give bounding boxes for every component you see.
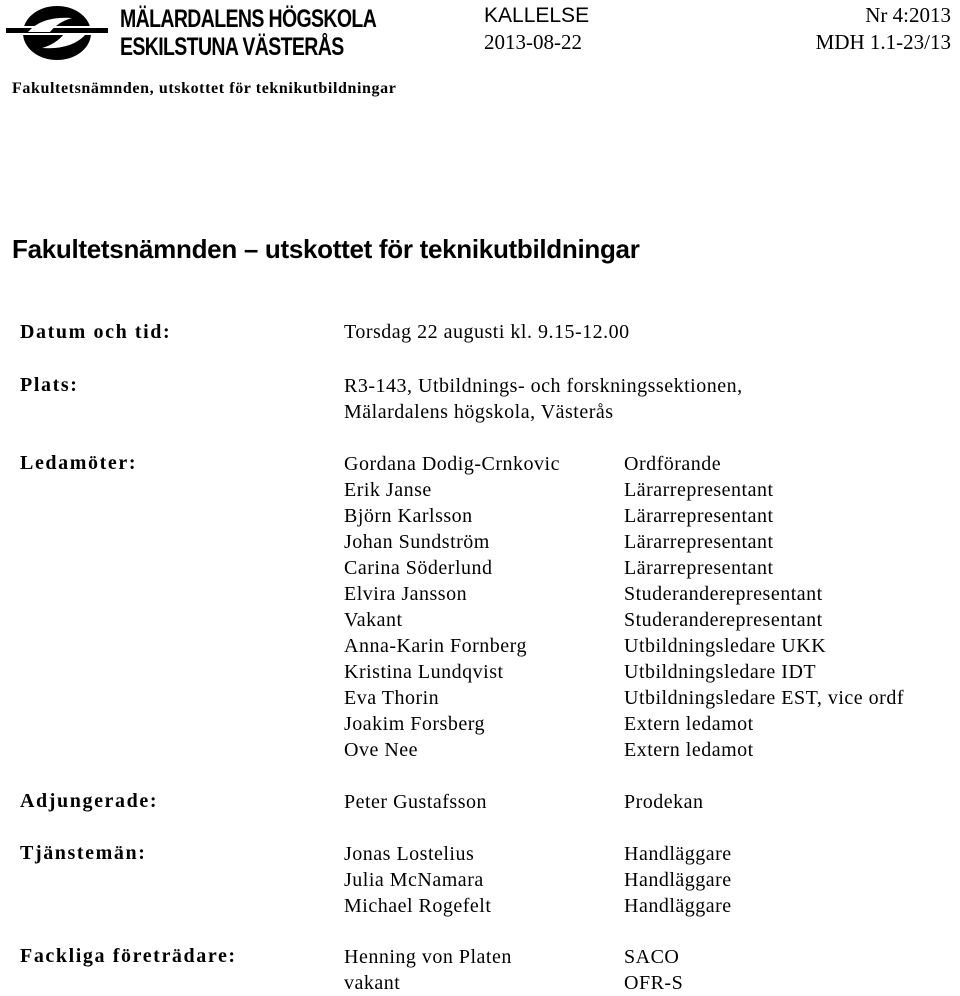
logo-line-1: MÄLARDALENS HÖGSKOLA [120, 5, 377, 33]
union-role: OFR-S [624, 972, 684, 994]
member-name: Ove Nee [344, 739, 419, 761]
member-name: Carina Söderlund [344, 557, 493, 579]
adjunct-name: Peter Gustafsson [344, 791, 487, 813]
document-date: 2013-08-22 [484, 30, 582, 54]
member-role: Extern ledamot [624, 739, 754, 761]
page-title: Fakultetsnämnden – utskottet för teknikutbildningar [12, 234, 640, 264]
document-reference: MDH 1.1-23/13 [815, 30, 951, 54]
member-name: Erik Janse [344, 479, 432, 501]
official-role: Handläggare [624, 895, 732, 917]
member-name: Kristina Lundqvist [344, 661, 504, 683]
official-role: Handläggare [624, 869, 732, 891]
datetime-label: Datum och tid: [20, 321, 172, 343]
document-number: Nr 4:2013 [865, 3, 951, 27]
university-name [120, 5, 376, 61]
university-logo [2, 2, 377, 66]
document-reference-block [816, 2, 951, 56]
member-role: Lärarrepresentant [624, 557, 774, 579]
member-role: Studeranderepresentant [624, 583, 823, 605]
datetime-value: Torsdag 22 augusti kl. 9.15-12.00 [344, 321, 630, 343]
member-role: Studeranderepresentant [624, 609, 823, 631]
adjunct-label: Adjungerade: [20, 790, 159, 812]
member-name: Joakim Forsberg [344, 713, 486, 735]
university-emblem-icon [2, 2, 112, 66]
officials-label: Tjänstemän: [20, 842, 147, 864]
adjunct-role: Prodekan [624, 791, 704, 813]
member-name: Gordana Dodig-Crnkovic [344, 453, 560, 475]
document-type-block [484, 2, 589, 56]
place-line: R3-143, Utbildnings- och forskningssektionen, [344, 375, 743, 397]
official-name: Julia McNamara [344, 869, 484, 891]
member-name: Elvira Jansson [344, 583, 468, 605]
place-line: Mälardalens högskola, Västerås [344, 401, 614, 423]
member-role: Lärarrepresentant [624, 479, 774, 501]
logo-line-2: ESKILSTUNA VÄSTERÅS [120, 33, 344, 61]
member-name: Björn Karlsson [344, 505, 473, 527]
place-value [344, 373, 743, 425]
committee-name: Fakultetsnämnden, utskottet för teknikutbildningar [12, 80, 397, 97]
union-role: SACO [624, 946, 680, 968]
member-name: Johan Sundström [344, 531, 490, 553]
union-name: Henning von Platen [344, 946, 512, 968]
member-role: Utbildningsledare UKK [624, 635, 827, 657]
member-name: Anna-Karin Fornberg [344, 635, 527, 657]
unions-label: Fackliga företrädare: [20, 945, 237, 967]
member-role: Lärarrepresentant [624, 531, 774, 553]
member-role: Ordförande [624, 453, 722, 475]
official-name: Jonas Lostelius [344, 843, 475, 865]
member-role: Lärarrepresentant [624, 505, 774, 527]
official-role: Handläggare [624, 843, 732, 865]
member-role: Utbildningsledare EST, vice ordf [624, 687, 905, 709]
member-name: Vakant [344, 609, 403, 631]
member-name: Eva Thorin [344, 687, 440, 709]
members-label: Ledamöter: [20, 452, 138, 474]
place-label: Plats: [20, 374, 79, 396]
member-role: Utbildningsledare IDT [624, 661, 817, 683]
union-name: vakant [344, 972, 401, 994]
document-type: KALLELSE [484, 4, 590, 27]
official-name: Michael Rogefelt [344, 895, 492, 917]
member-role: Extern ledamot [624, 713, 754, 735]
